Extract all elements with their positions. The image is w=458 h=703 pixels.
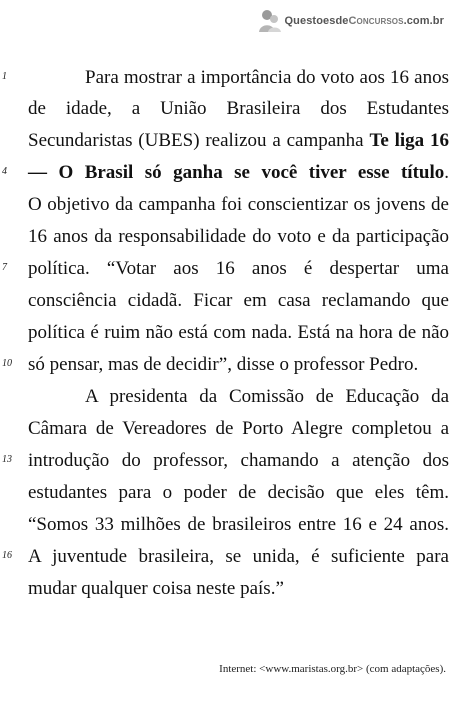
line-text: — O Brasil só ganha se você tiver esse título. [28,162,449,183]
text-line [0,318,458,348]
text-line [0,286,458,316]
text-line [0,414,458,444]
line-number: 10 [2,358,12,369]
line-number: 13 [2,454,12,465]
line-number: 16 [2,550,12,561]
line-number: 1 [2,71,7,82]
line-text: estudantes para o poder de decisão que eles têm. [28,482,449,503]
line-text: A juventude brasileira, se unida, é suficiente para [28,546,449,567]
line-text: política. “Votar aos 16 anos é despertar uma [28,258,449,279]
text-line [0,350,458,380]
line-text: consciência cidadã. Ficar em casa reclamando que [28,290,449,311]
line-text: Para mostrar a importância do voto aos 16 anos [85,67,449,88]
campaign-name-bold: — O Brasil só ganha se você tiver esse título [28,162,445,183]
line-text: só pensar, mas de decidir”, disse o professor Pedro. [28,354,419,375]
line-text: 16 anos da responsabilidade do voto e da participação [28,226,449,247]
text-line [0,63,458,93]
line-text: política é ruim não está com nada. Está na hora de não [28,322,449,343]
people-logo-icon [256,8,282,34]
text-line [0,126,458,156]
line-text: O objetivo da campanha foi conscientizar os jovens de [28,194,449,215]
line-text: A presidenta da Comissão de Educação da [85,386,449,407]
campaign-name-bold: Te liga 16 [369,130,449,151]
line-text: mudar qualquer coisa neste país.” [28,578,284,599]
text-line [0,382,458,412]
text-line [0,542,458,572]
line-number: 4 [2,166,7,177]
text-line [0,574,458,604]
text-line [0,222,458,252]
text-line [0,478,458,508]
text-line [0,446,458,476]
line-text: introdução do professor, chamando a atenção dos [28,450,449,471]
line-text: Câmara de Vereadores de Porto Alegre completou a [28,418,449,439]
line-text: “Somos 33 milhões de brasileiros entre 16 e 24 anos. [28,514,449,535]
site-logo [256,8,444,34]
text-line [0,158,458,188]
logo-text: QuestoesdeConcursos.com.br [284,15,444,27]
source-citation: Internet: <www.maristas.org.br> (com adaptações). [219,663,446,675]
text-line [0,94,458,124]
line-text: de idade, a União Brasileira dos Estudantes [28,98,449,119]
line-number: 7 [2,262,7,273]
line-text: Secundaristas (UBES) realizou a campanha Te liga 16 [28,130,449,151]
text-line [0,190,458,220]
text-line [0,510,458,540]
text-line [0,254,458,284]
